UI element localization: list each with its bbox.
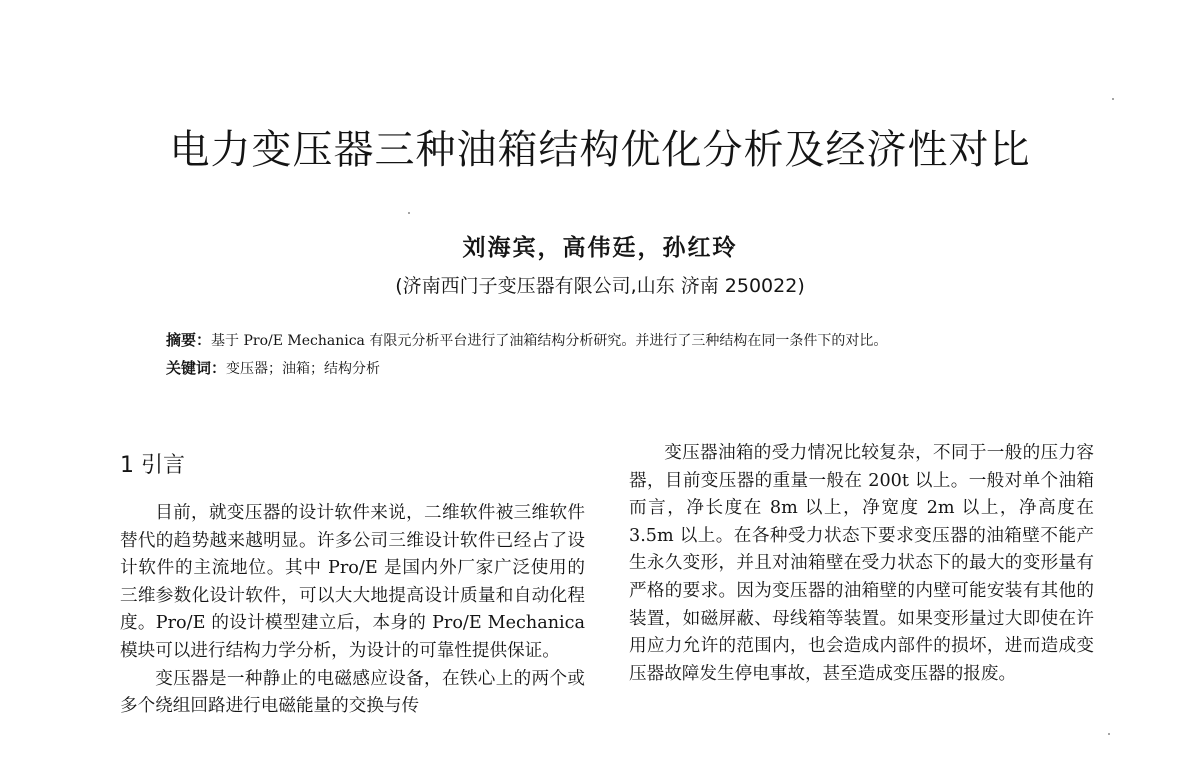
body-paragraph: 目前，就变压器的设计软件来说，二维软件被三维软件替代的趋势越来越明显。许多公司三维设计软件已经占了设计软件的主流地位。其中 Pro/E 是国内外厂家广泛使用的三维参数化设计软件，可以大大地提高设计质量和自动化程度。Pro/E 的设计模型建立后，本身的 Pro/E Mechanica 模块可以进行结构力学分析，为设计的可靠性提供保证。 xyxy=(120,503,585,661)
author-affiliation: (济南西门子变压器有限公司,山东 济南 250022) xyxy=(395,275,805,297)
abstract-label: 摘要： xyxy=(166,331,212,349)
scan-speck xyxy=(1112,98,1114,100)
abstract-text: 基于 Pro/E Mechanica 有限元分析平台进行了油箱结构分析研究。并进行了三种结构在同一条件下的对比。 xyxy=(211,333,888,349)
abstract xyxy=(166,328,1126,353)
right-column xyxy=(629,440,1094,688)
body-paragraph: 变压器是一种静止的电磁感应设备，在铁心上的两个或多个绕组回路进行电磁能量的交换与传 xyxy=(120,668,585,717)
author-list: 刘海宾，高伟廷，孙红玲 xyxy=(462,234,738,261)
left-column xyxy=(120,500,585,721)
keywords-text: 变压器；油箱；结构分析 xyxy=(226,361,381,377)
keywords-label: 关键词： xyxy=(166,359,227,377)
section-heading-introduction: 1 引言 xyxy=(120,453,185,478)
scan-speck xyxy=(1108,733,1110,735)
paper-title: 电力变压器三种油箱结构优化分析及经济性对比 xyxy=(169,127,1031,173)
keywords xyxy=(166,356,1066,381)
body-paragraph: 变压器油箱的受力情况比较复杂，不同于一般的压力容器，目前变压器的重量一般在 200t 以上。一般对单个油箱而言，净长度在 8m 以上，净宽度 2m 以上，净高度在 3.5m 以上。在各种受力状态下要求变压器的油箱壁不能产生永久变形，并且对油箱壁在受力状态下的最大的变形量有严格的要求。因为变压器的油箱壁的内壁可能安装有其他的装置，如磁屏蔽、母线箱等装置。如果变形量过大即使在许用应力允许的范围内，也会造成内部件的损坏，进而造成变压器故障发生停电事故，甚至造成变压器的报废。 xyxy=(629,443,1094,684)
scan-speck xyxy=(408,212,410,214)
